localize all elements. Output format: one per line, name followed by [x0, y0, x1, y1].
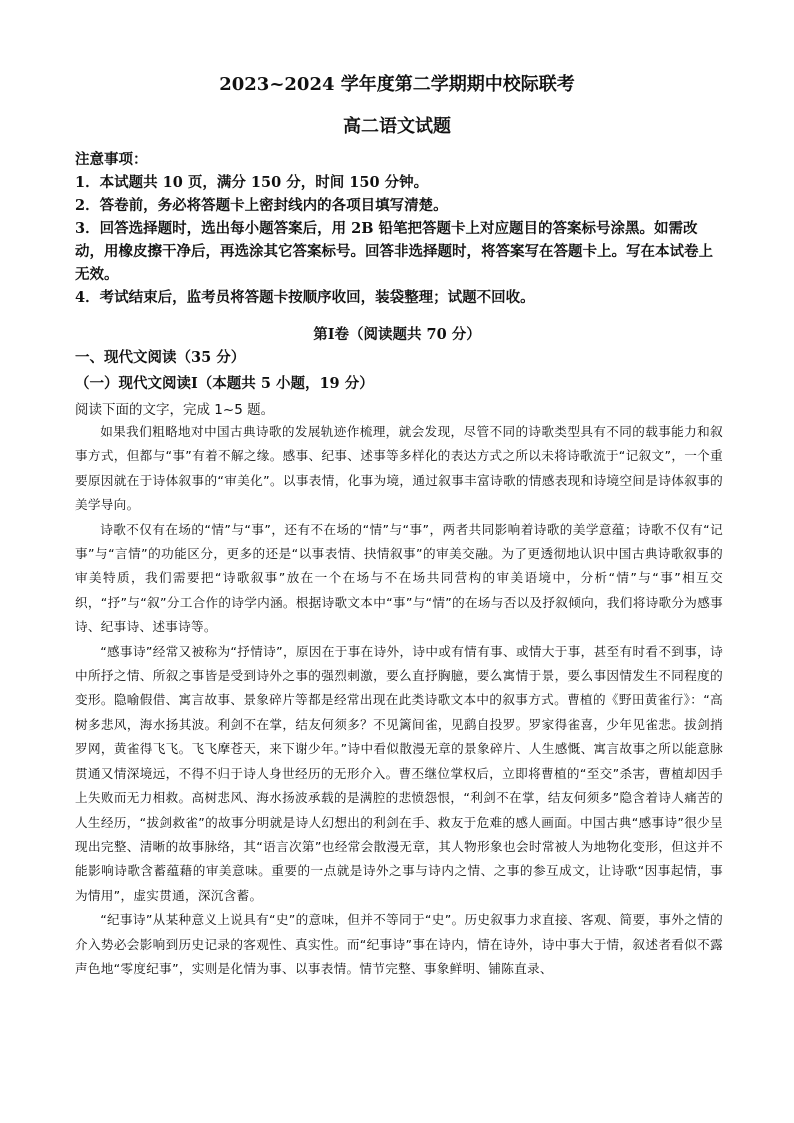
notice-item-2: 2．答卷前，务必将答题卡上密封线内的各项目填写清楚。	[75, 197, 448, 214]
passage-paragraph-4: “纪事诗”从某种意义上说具有“史”的意味，但并不等同于“史”。历史叙事力求直接、客观、简要，事外之情的介入势必会影响到历史记录的客观性、真实性。而“纪事诗”事在诗内，情在诗外，诗中事大于情，叙述者看似不露声色地“零度纪事”，实则是化情为事、以事表情。情节完整、事象鲜明、铺陈直录、	[75, 912, 723, 976]
subsection-heading: （一）现代文阅读Ⅰ（本题共 5 小题，19 分）	[75, 375, 374, 392]
reading-instruction: 阅读下面的文字，完成 1~5 题。	[75, 402, 275, 418]
notice-item-4: 4．考试结束后，监考员将答题卡按顺序收回，装袋整理；试题不回收。	[75, 289, 535, 306]
notice-item-1: 1．本试题共 10 页，满分 150 分，时间 150 分钟。	[75, 174, 429, 191]
notice-heading: 注意事项：	[75, 151, 148, 168]
passage-paragraph-3: “感事诗”经常又被称为“抒情诗”，原因在于事在诗外，诗中或有情有事、或情大于事，甚至有时看不到事，诗中所抒之情、所叙之事皆是受到诗外之事的强烈刺激，要么直抒胸臆，要么寓情于景，要么事因情发生不同程度的变形。隐喻假借、寓言故事、景象碎片等都是经常出现在此类诗歌文本中的叙事方式。曹植的《野田黄雀行》：“高树多悲风，海水扬其波。利剑不在掌，结友何须多？不见篱间雀，见鹞自投罗。罗家得雀喜，少年见雀悲。拔剑捎罗网，黄雀得飞飞。飞飞摩苍天，来下谢少年。”诗中看似散漫无章的景象碎片、人生感慨、寓言故事之所以能意脉贯通又情深境远，不得不归于诗人身世经历的无形介入。曹丕继位掌权后，立即将曹植的“至交”杀害，曹植却因手上失败而无力相救。高树悲风、海水扬波承载的是满腔的悲愤怨恨，“利剑不在掌，结友何须多”隐含着诗人痛苦的人生经历，“拔剑救雀”的故事分明就是诗人幻想出的利剑在手、救友于危难的感人画面。中国古典“感事诗”很少呈现出完整、清晰的故事脉络，其“语言次第”也经常会散漫无章，其人物形象也会时常被人为地物化变形，但这并不能影响诗歌含蓄蕴藉的审美意味。重要的一点就是诗外之事与诗内之情、之事的参互成文，让诗歌“因事起情，事为情用”，虚实贯通，深沉含蓄。	[75, 643, 723, 903]
notice-item-3: 3．回答选择题时，选出每小题答案后，用 2B 铅笔把答题卡上对应题目的答案标号涂黑。如需改动，用橡皮擦干净后，再选涂其它答案标号。回答非选择题时，将答案写在答题卡上。写在本试卷上无效。	[75, 220, 713, 283]
notice-block	[75, 148, 725, 309]
exam-title: 2023~2024 学年度第二学期期中校际联考	[219, 74, 575, 95]
section-heading: 一、现代文阅读（35 分）	[75, 349, 246, 366]
passage-paragraph-2: 诗歌不仅有在场的“情”与“事”，还有不在场的“情”与“事”，两者共同影响着诗歌的美学意蕴；诗歌不仅有“记事”与“言情”的功能区分，更多的还是“以事表情、抉情叙事”的审美交融。为了更透彻地认识中国古典诗歌叙事的审美特质，我们需要把“诗歌叙事”放在一个在场与不在场共同营构的审美语境中，分析“情”与“事”相互交织，“抒”与“叙”分工合作的诗学内涵。根据诗歌文本中“事”与“情”的在场与否以及抒叙倾向，我们将诗歌分为感事诗、纪事诗、述事诗等。	[75, 521, 723, 635]
passage-paragraph-1: 如果我们粗略地对中国古典诗歌的发展轨迹作梳理，就会发现，尽管不同的诗歌类型具有不同的载事能力和叙事方式，但都与“事”有着不解之缘。感事、纪事、述事等多样化的表达方式之所以未将诗歌流于“记叙文”，一个重要原因就在于诗体叙事的“审美化”。以事表情，化事为境，通过叙事丰富诗歌的情感表现和诗境空间是诗体叙事的美学导向。	[75, 424, 723, 513]
reading-passage	[75, 420, 723, 981]
exam-subtitle: 高二语文试题	[343, 116, 451, 137]
part-title: 第Ⅰ卷（阅读题共 70 分）	[313, 326, 481, 343]
